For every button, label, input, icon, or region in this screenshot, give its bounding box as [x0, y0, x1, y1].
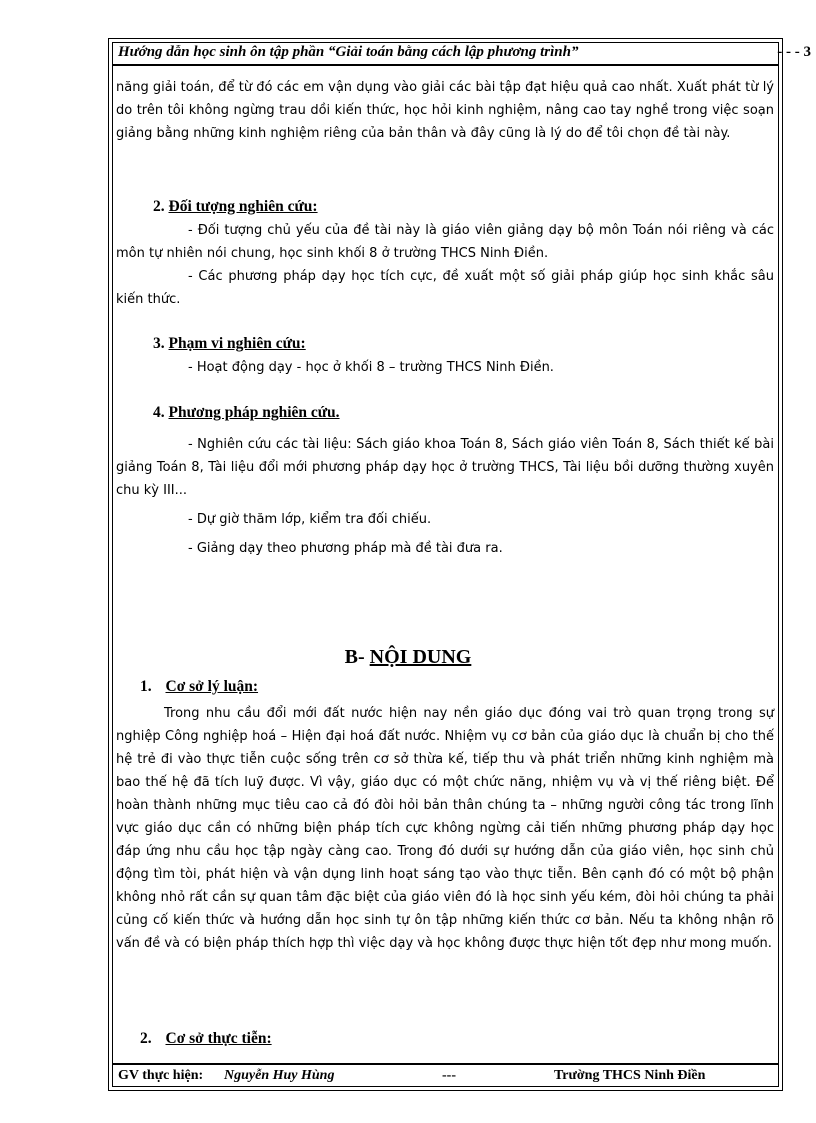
intro-block [116, 76, 774, 145]
section-4-title: Phương pháp nghiên cứu. [168, 404, 340, 421]
b1-body [116, 702, 774, 955]
header-title: Hướng dẫn học sinh ôn tập phần “Giải toán bằng cách lập phương trình” [118, 44, 579, 60]
section-3-paragraph-1: - Hoạt động dạy - học ở khối 8 – trường THCS Ninh Điền. [188, 360, 554, 375]
section-3-heading [153, 335, 306, 353]
page-number: - - - 3 [777, 44, 811, 60]
section-4-heading [153, 404, 340, 422]
section-2-heading [153, 198, 318, 216]
intro-paragraph: năng giải toán, để từ đó các em vận dụng vào giải các bài tập đạt hiệu quả cao nhất. Xuất phát từ lý do trên tôi không ngừng trau dồi kiến thức, học hỏi kinh nghiệm, nâng cao tay nghề trong việc soạn giảng bằng những kinh nghiệm riêng của bản thân và đây cũng là lý do để tôi chọn đề tài này. [116, 80, 774, 141]
footer-teacher-label: GV thực hiện: [118, 1068, 204, 1083]
section-2-title: Đối tượng nghiên cứu: [168, 198, 318, 215]
footer-teacher-name: Nguyễn Huy Hùng [224, 1068, 335, 1083]
section-2-number: 2. [153, 198, 165, 215]
footer-separator: --- [442, 1068, 456, 1083]
section-2-body [116, 219, 774, 311]
section-3-body [116, 356, 774, 379]
section-4-paragraph-2: - Dự giờ thăm lớp, kiểm tra đối chiếu. [188, 512, 432, 527]
page-footer [112, 1063, 779, 1087]
part-b-heading: NỘI DUNG [369, 646, 472, 668]
section-4-number: 4. [153, 404, 165, 421]
b2-heading [140, 1030, 272, 1048]
b2-number: 2. [140, 1030, 152, 1047]
section-4-paragraph-3: - Giảng dạy theo phương pháp mà đề tài đưa ra. [188, 541, 503, 556]
section-3-title: Phạm vi nghiên cứu: [168, 335, 306, 352]
section-3-number: 3. [153, 335, 165, 352]
b1-title: Cơ sở lý luận: [165, 678, 259, 695]
page-header [112, 42, 811, 66]
b1-number: 1. [140, 678, 152, 695]
section-4-paragraph-1: - Nghiên cứu các tài liệu: Sách giáo khoa Toán 8, Sách giáo viên Toán 8, Sách thiết kế bài giảng Toán 8, Tài liệu đổi mới phương pháp dạy học ở trường THCS, Tài liệu bồi dưỡng thường xuyên chu kỳ III... [116, 437, 774, 498]
b1-paragraph-1: Trong nhu cầu đổi mới đất nước hiện nay nền giáo dục đóng vai trò quan trọng trong sự nghiệp Công nghiệp hoá – Hiện đại hoá đất nước. Nhiệm vụ cơ bản của giáo dục là chuẩn bị cho thế hệ trẻ đi vào thực tiễn cuộc sống trên cơ sở thừa kế, tiếp thu và phát triển những kinh nghiệm mà bao thế hệ đã tích luỹ được. Vì vậy, giáo dục có một chức năng, nhiệm vụ và vị thế riêng biệt. Để hoàn thành những mục tiêu cao cả đó đòi hỏi bản thân chúng ta – những người công tác trong lĩnh vực giáo dục cần có những biện pháp tích cực không ngừng cải tiến những phương pháp dạy học đáp ứng nhu cầu học tập ngày càng cao. Trong đó dưới sự hướng dẫn của giáo viên, học sinh chủ động tìm tòi, phát hiện và vận dụng linh hoạt sáng tạo vào thực tiễn. Bên cạnh đó có một bộ phận không nhỏ rất cần sự quan tâm đặc biệt của giáo viên đó là học sinh yếu kém, đòi hỏi chúng ta phải củng cố kiến thức và hướng dẫn học sinh tự ôn tập những kiến thức cơ bản. Nếu ta không nhận rõ vấn đề và có biện pháp thích hợp thì việc dạy và học không được thực hiện tốt đẹp như mong muốn. [116, 706, 774, 951]
section-2-paragraph-1: - Đối tượng chủ yếu của đề tài này là giáo viên giảng dạy bộ môn Toán nói riêng và các môn tự nhiên nói chung, học sinh khối 8 ở trường THCS Ninh Điền. [116, 223, 774, 261]
b1-heading [140, 678, 258, 696]
footer-school: Trường THCS Ninh Điền [554, 1068, 706, 1083]
part-b-prefix: B- [344, 646, 370, 668]
section-2-paragraph-2: - Các phương pháp dạy học tích cực, đề xuất một số giải pháp giúp học sinh khắc sâu kiến thức. [116, 269, 774, 307]
section-4-body [116, 433, 774, 560]
part-b-title [0, 646, 816, 669]
b2-title: Cơ sở thực tiễn: [165, 1030, 272, 1047]
